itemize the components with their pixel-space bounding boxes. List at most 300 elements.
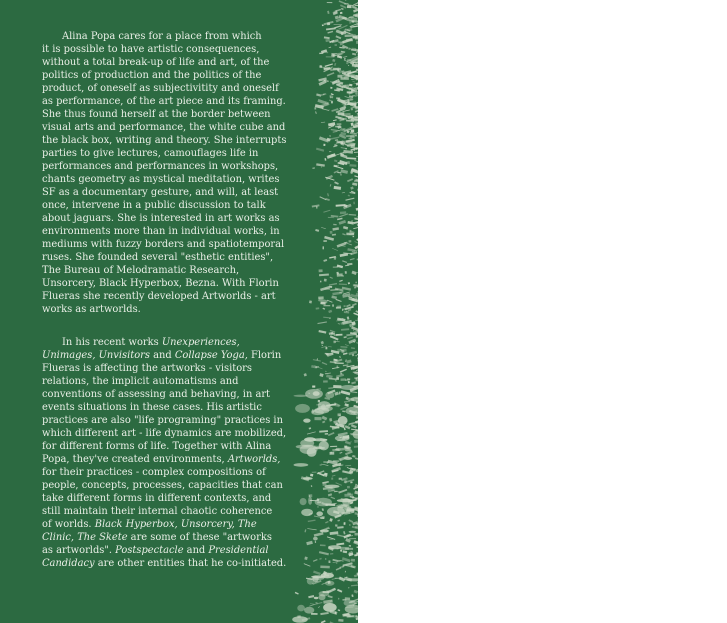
texture-scratch xyxy=(308,519,316,522)
texture-scratch xyxy=(327,300,333,303)
texture-scratch xyxy=(337,589,342,593)
texture-scratch xyxy=(325,433,328,435)
texture-scratch xyxy=(327,31,333,34)
texture-scratch xyxy=(344,403,349,406)
texture-scratch xyxy=(312,472,317,473)
texture-scratch xyxy=(337,526,344,529)
texture-scratch xyxy=(324,279,327,282)
texture-scratch xyxy=(321,167,322,168)
text-line: Flueras is affecting the artworks - visitors xyxy=(42,363,252,374)
texture-blot xyxy=(321,573,334,579)
texture-scratch xyxy=(349,545,351,547)
texture-scratch xyxy=(340,12,343,14)
texture-scratch xyxy=(322,421,325,424)
texture-scratch xyxy=(349,214,357,216)
texture-scratch xyxy=(309,427,312,429)
texture-scratch xyxy=(342,309,344,311)
texture-scratch xyxy=(339,283,347,285)
texture-scratch xyxy=(330,184,332,187)
text-line: the black box, writing and theory. She interrupts xyxy=(42,135,287,146)
texture-blot xyxy=(320,529,329,532)
texture-blot xyxy=(314,597,319,599)
texture-blot xyxy=(327,507,345,517)
texture-scratch xyxy=(320,281,322,283)
texture-scratch xyxy=(320,544,326,546)
texture-scratch xyxy=(331,467,341,473)
texture-scratch xyxy=(328,493,332,496)
texture-scratch xyxy=(355,355,357,357)
texture-scratch xyxy=(323,240,327,241)
texture-scratch xyxy=(334,63,336,66)
texture-scratch xyxy=(314,417,321,420)
texture-scratch xyxy=(311,485,313,487)
texture-scratch xyxy=(313,571,321,576)
texture-scratch xyxy=(329,560,331,563)
texture-blot xyxy=(346,407,358,415)
texture-scratch xyxy=(337,520,340,522)
texture-scratch xyxy=(332,227,339,231)
texture-blot xyxy=(313,537,318,540)
texture-scratch xyxy=(319,373,323,377)
texture-scratch xyxy=(330,497,335,500)
texture-scratch xyxy=(321,227,326,229)
text-line: She thus found herself at the border between xyxy=(42,109,271,120)
texture-scratch xyxy=(339,452,342,454)
texture-scratch xyxy=(328,310,332,313)
texture-scratch xyxy=(329,378,337,380)
texture-scratch xyxy=(312,204,320,207)
texture-scratch xyxy=(334,44,337,46)
texture-scratch xyxy=(323,461,329,462)
texture-scratch xyxy=(340,547,349,550)
texture-scratch xyxy=(351,123,354,126)
texture-scratch xyxy=(343,128,346,129)
texture-scratch xyxy=(351,535,353,536)
texture-scratch xyxy=(326,27,336,30)
texture-scratch xyxy=(332,248,338,251)
text-line: Flueras she recently developed Artworlds - art xyxy=(42,291,276,302)
texture-scratch xyxy=(328,595,333,598)
texture-scratch xyxy=(340,211,346,214)
text-line: take different forms in different contexts, and xyxy=(42,493,272,504)
texture-scratch xyxy=(338,117,341,119)
texture-blot xyxy=(349,531,356,533)
texture-scratch xyxy=(344,400,350,403)
texture-scratch xyxy=(338,619,343,622)
texture-blot xyxy=(303,477,313,480)
texture-scratch xyxy=(335,35,341,39)
text-line: people, concepts, processes, capacities that can xyxy=(42,480,283,491)
texture-scratch xyxy=(315,111,317,114)
text-line: Clinic, The Skete are some of these "artworks xyxy=(42,532,272,543)
texture-scratch xyxy=(331,296,337,300)
texture-scratch xyxy=(335,9,341,12)
texture-scratch xyxy=(325,371,327,372)
texture-scratch xyxy=(304,563,311,566)
texture-scratch xyxy=(320,286,330,291)
texture-blot xyxy=(313,391,320,396)
texture-scratch xyxy=(333,224,337,226)
texture-scratch xyxy=(304,529,306,532)
texture-scratch xyxy=(350,441,352,442)
texture-scratch xyxy=(322,24,324,26)
texture-scratch xyxy=(351,326,358,332)
texture-scratch xyxy=(329,318,330,319)
texture-scratch xyxy=(352,183,357,186)
texture-scratch xyxy=(304,373,307,376)
texture-blot xyxy=(336,504,347,507)
text-line: product, of oneself as subjectivitity and oneself xyxy=(42,83,279,94)
texture-scratch xyxy=(328,432,335,436)
texture-scratch xyxy=(325,558,326,559)
texture-scratch xyxy=(348,519,353,523)
texture-scratch xyxy=(333,131,338,132)
texture-scratch xyxy=(352,455,356,458)
texture-scratch xyxy=(349,538,356,539)
texture-scratch xyxy=(348,48,351,50)
texture-scratch xyxy=(343,531,345,534)
texture-scratch xyxy=(341,477,348,481)
texture-scratch xyxy=(310,603,314,604)
texture-scratch xyxy=(336,543,344,546)
texture-scratch xyxy=(340,174,341,176)
texture-scratch xyxy=(331,101,333,103)
texture-scratch xyxy=(330,277,333,279)
texture-scratch xyxy=(308,595,314,598)
texture-scratch xyxy=(318,606,320,607)
texture-scratch xyxy=(323,144,325,146)
texture-scratch xyxy=(342,557,351,562)
texture-scratch xyxy=(341,390,351,395)
texture-scratch xyxy=(323,210,330,213)
texture-scratch xyxy=(326,347,328,349)
texture-scratch xyxy=(340,4,346,8)
texture-scratch xyxy=(344,427,346,430)
texture-scratch xyxy=(337,218,343,221)
texture-scratch xyxy=(330,231,333,234)
texture-scratch xyxy=(341,350,344,353)
text-line: of worlds. Black Hyperbox, Unsorcery, The xyxy=(42,519,257,530)
texture-scratch xyxy=(336,29,344,34)
texture-blot xyxy=(308,497,312,505)
texture-scratch xyxy=(338,560,343,562)
texture-scratch xyxy=(344,306,346,307)
texture-scratch xyxy=(332,367,339,369)
texture-scratch xyxy=(319,269,323,272)
texture-scratch xyxy=(346,157,356,159)
biography-paragraph-alina-popa xyxy=(42,30,300,316)
texture-scratch xyxy=(316,93,321,96)
texture-scratch xyxy=(327,22,330,25)
texture-scratch xyxy=(350,258,355,260)
texture-scratch xyxy=(349,164,356,167)
texture-scratch xyxy=(343,534,351,539)
texture-scratch xyxy=(354,65,356,68)
texture-scratch xyxy=(344,3,348,5)
texture-scratch xyxy=(343,85,347,87)
texture-scratch xyxy=(348,65,349,66)
texture-scratch xyxy=(349,138,352,140)
texture-scratch xyxy=(345,34,353,37)
texture-scratch xyxy=(351,271,356,275)
texture-scratch xyxy=(349,84,352,87)
texture-scratch xyxy=(339,356,341,358)
text-line: works as artworlds. xyxy=(42,304,141,315)
texture-scratch xyxy=(345,198,354,201)
texture-blot xyxy=(300,498,307,505)
texture-scratch xyxy=(347,337,353,340)
texture-blot xyxy=(328,545,341,549)
text-line: for their practices - complex compositions of xyxy=(42,467,266,478)
texture-scratch xyxy=(336,567,342,571)
texture-scratch xyxy=(352,53,356,56)
text-line: The Bureau of Melodramatic Research, xyxy=(42,265,240,276)
texture-scratch xyxy=(348,282,350,284)
texture-scratch xyxy=(332,304,334,306)
texture-scratch xyxy=(347,486,350,488)
texture-scratch xyxy=(348,381,350,383)
text-line: once, intervene in a public discussion to talk xyxy=(42,200,266,211)
text-line: parties to give lectures, camouflages life in xyxy=(42,148,259,159)
texture-scratch xyxy=(319,53,323,55)
texture-scratch xyxy=(329,47,332,49)
texture-scratch xyxy=(326,57,335,58)
text-line: Popa, they've created environments, Artworlds, xyxy=(42,454,281,465)
texture-scratch xyxy=(335,578,343,579)
texture-scratch xyxy=(330,96,332,98)
texture-blot xyxy=(335,435,349,441)
texture-scratch xyxy=(347,316,350,319)
texture-scratch xyxy=(336,563,338,564)
texture-blot xyxy=(323,603,337,612)
texture-scratch xyxy=(318,330,326,334)
text-line: events situations in these cases. His artistic xyxy=(42,402,262,413)
texture-scratch xyxy=(338,489,347,494)
texture-scratch xyxy=(319,430,328,433)
texture-blot xyxy=(344,600,356,607)
texture-scratch xyxy=(315,602,317,603)
texture-blot xyxy=(301,509,313,516)
texture-scratch xyxy=(306,541,313,546)
text-line: SF as a documentary gesture, and will, at least xyxy=(42,187,279,198)
texture-scratch xyxy=(321,464,328,466)
texture-scratch xyxy=(336,374,344,378)
texture-scratch xyxy=(324,36,330,39)
texture-scratch xyxy=(355,282,356,284)
texture-scratch xyxy=(349,240,352,242)
texture-scratch xyxy=(345,465,351,466)
texture-blot xyxy=(313,438,327,441)
texture-scratch xyxy=(325,373,331,375)
texture-scratch xyxy=(351,424,357,428)
texture-scratch xyxy=(315,229,319,232)
text-line: about jaguars. She is interested in art works as xyxy=(42,213,280,224)
texture-blot xyxy=(337,499,354,502)
texture-scratch xyxy=(324,236,334,241)
texture-scratch xyxy=(333,341,336,344)
texture-scratch xyxy=(345,571,346,573)
texture-scratch xyxy=(332,291,342,295)
text-line: as artworlds". Postspectacle and Presidential xyxy=(42,545,269,556)
texture-scratch xyxy=(347,221,354,225)
texture-scratch xyxy=(338,609,341,611)
text-line: ruses. She founded several "esthetic entities", xyxy=(42,252,274,263)
texture-scratch xyxy=(333,11,338,15)
texture-blot xyxy=(325,485,340,489)
texture-scratch xyxy=(313,559,318,562)
texture-scratch xyxy=(316,148,324,152)
text-line: performances and performances in workshops, xyxy=(42,161,279,172)
text-line: as performance, of the art piece and its framing. xyxy=(42,96,286,107)
texture-scratch xyxy=(337,534,345,537)
texture-scratch xyxy=(352,81,355,83)
texture-scratch xyxy=(349,230,351,232)
texture-blot xyxy=(325,581,334,586)
texture-scratch xyxy=(342,233,346,235)
texture-blot xyxy=(316,511,323,516)
texture-scratch xyxy=(327,153,336,159)
texture-scratch xyxy=(315,541,316,543)
texture-scratch xyxy=(328,217,334,218)
texture-scratch xyxy=(350,25,358,28)
texture-blot xyxy=(304,607,314,614)
texture-scratch xyxy=(335,380,337,382)
texture-scratch xyxy=(344,494,352,497)
texture-scratch xyxy=(336,204,345,207)
texture-scratch xyxy=(351,220,353,221)
texture-scratch xyxy=(340,373,342,375)
texture-scratch xyxy=(323,380,328,382)
texture-scratch xyxy=(338,598,340,600)
texture-scratch xyxy=(343,353,348,355)
text-line: Alina Popa cares for a place from which xyxy=(62,31,262,42)
texture-scratch xyxy=(344,446,347,448)
texture-scratch xyxy=(332,59,335,62)
texture-scratch xyxy=(331,129,341,131)
texture-scratch xyxy=(333,359,337,362)
texture-scratch xyxy=(351,107,353,110)
texture-blot xyxy=(340,385,356,390)
texture-scratch xyxy=(328,387,333,388)
texture-scratch xyxy=(316,163,325,167)
texture-scratch xyxy=(325,52,328,54)
texture-scratch xyxy=(351,381,356,384)
texture-scratch xyxy=(325,521,329,524)
texture-scratch xyxy=(321,341,324,344)
texture-scratch xyxy=(353,236,355,237)
texture-scratch xyxy=(350,251,357,255)
texture-scratch xyxy=(322,416,328,421)
texture-blot xyxy=(338,416,348,425)
texture-scratch xyxy=(327,2,333,3)
texture-scratch xyxy=(342,192,345,193)
texture-scratch xyxy=(327,11,329,14)
texture-scratch xyxy=(340,253,349,257)
texture-blot xyxy=(303,419,310,423)
texture-scratch xyxy=(352,496,354,498)
book-back-cover xyxy=(0,0,358,623)
text-line: chants geometry as mystical meditation, writes xyxy=(42,174,280,185)
texture-scratch xyxy=(311,613,318,615)
texture-scratch xyxy=(334,24,343,25)
text-line: visual arts and performance, the white cube and xyxy=(42,122,286,133)
texture-scratch xyxy=(320,464,322,466)
texture-scratch xyxy=(334,392,338,396)
texture-scratch xyxy=(319,273,329,276)
texture-scratch xyxy=(344,522,346,525)
texture-scratch xyxy=(295,592,299,595)
texture-scratch xyxy=(329,518,332,522)
text-line: relations, the implicit automatisms and xyxy=(42,376,239,387)
texture-scratch xyxy=(309,300,312,303)
texture-scratch xyxy=(330,136,340,139)
texture-scratch xyxy=(319,551,329,555)
texture-scratch xyxy=(343,550,347,553)
texture-scratch xyxy=(318,296,323,299)
texture-scratch xyxy=(317,99,326,105)
texture-scratch xyxy=(319,558,322,560)
texture-blot xyxy=(315,498,332,507)
texture-scratch xyxy=(329,283,337,286)
texture-scratch xyxy=(348,339,356,344)
texture-scratch xyxy=(342,410,345,412)
texture-scratch xyxy=(330,452,335,455)
texture-scratch xyxy=(352,21,355,23)
texture-scratch xyxy=(340,550,342,552)
texture-scratch xyxy=(349,524,351,525)
texture-scratch xyxy=(344,58,346,60)
texture-scratch xyxy=(353,202,355,205)
texture-scratch xyxy=(341,328,349,330)
text-line: without a total break-up of life and art, of the xyxy=(42,57,270,68)
texture-scratch xyxy=(316,307,320,309)
texture-scratch xyxy=(317,506,318,507)
texture-scratch xyxy=(346,359,352,363)
texture-scratch xyxy=(345,29,347,30)
texture-scratch xyxy=(351,594,353,597)
texture-scratch xyxy=(340,169,348,174)
texture-scratch xyxy=(320,566,329,569)
texture-scratch xyxy=(324,305,331,306)
texture-scratch xyxy=(323,259,327,262)
texture-scratch xyxy=(355,134,356,136)
texture-scratch xyxy=(318,400,320,402)
texture-scratch xyxy=(332,559,338,562)
texture-scratch xyxy=(344,336,347,338)
texture-scratch xyxy=(335,362,344,364)
texture-scratch xyxy=(333,460,339,461)
texture-scratch xyxy=(345,344,349,346)
texture-blot xyxy=(307,578,314,585)
texture-scratch xyxy=(339,220,346,225)
texture-scratch xyxy=(352,95,355,97)
texture-blot xyxy=(314,408,329,414)
texture-scratch xyxy=(322,345,323,346)
texture-scratch xyxy=(343,56,347,58)
text-line: Unsorcery, Black Hyperbox, Bezna. With Florin xyxy=(42,278,279,289)
texture-scratch xyxy=(351,559,355,562)
texture-scratch xyxy=(343,364,349,366)
texture-scratch xyxy=(329,151,331,152)
texture-scratch xyxy=(312,386,315,388)
texture-scratch xyxy=(345,425,351,429)
texture-scratch xyxy=(347,178,353,182)
text-line: still maintain their internal chaotic coherence xyxy=(42,506,273,517)
texture-scratch xyxy=(348,195,350,197)
texture-scratch xyxy=(339,392,341,395)
texture-scratch xyxy=(325,158,327,161)
text-line: mediums with fuzzy borders and spatiotemporal xyxy=(42,239,285,250)
